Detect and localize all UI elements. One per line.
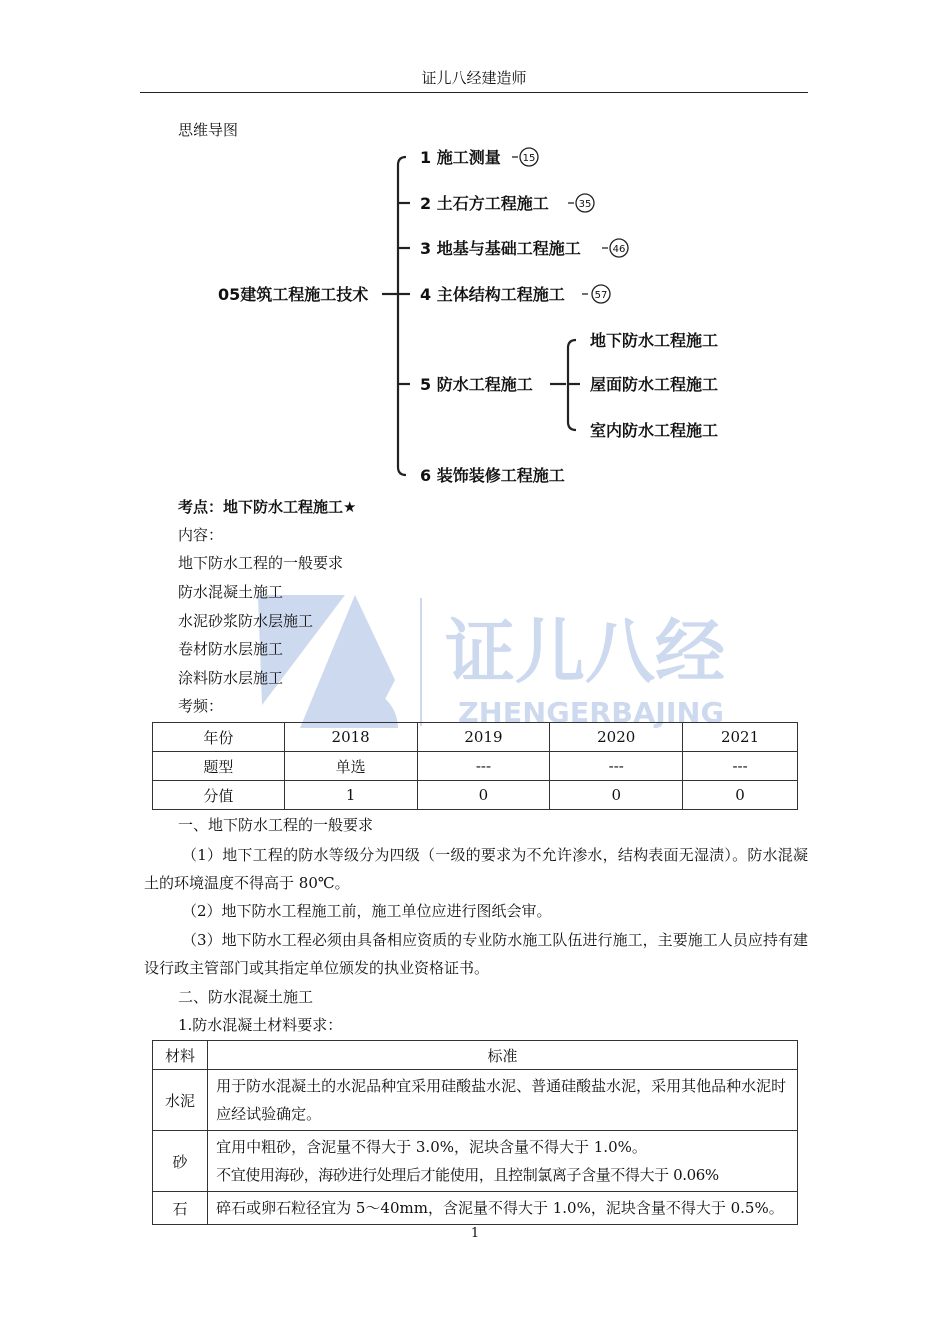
table-cell: 石 bbox=[153, 1192, 208, 1225]
mindmap-sub-2: 屋面防水工程施工 bbox=[590, 375, 719, 394]
watermark-brand-text: 证儿八经 bbox=[445, 611, 725, 693]
table-cell: 2020 bbox=[550, 723, 683, 752]
table-cell bbox=[208, 1131, 798, 1192]
table-cell: 0 bbox=[417, 781, 550, 810]
content-item-5: 涂料防水层施工 bbox=[178, 669, 284, 687]
table-cell: 水泥 bbox=[153, 1070, 208, 1131]
table-cell: 0 bbox=[550, 781, 683, 810]
page-ref-46: 46 bbox=[612, 244, 626, 255]
section-1-paragraph-1: （1）地下工程的防水等级分为四级（一级的要求为不允许渗水，结构表面无湿渍）。防水混凝土的环境温度不得高于 80℃。 bbox=[144, 846, 808, 892]
mindmap-branch-5: 5 防水工程施工 bbox=[420, 375, 533, 394]
table-row bbox=[153, 752, 798, 781]
table-cell: 1 bbox=[284, 781, 417, 810]
table-cell: 标准 bbox=[208, 1041, 798, 1070]
mindmap-sub-3: 室内防水工程施工 bbox=[590, 421, 719, 440]
content-item-3: 水泥砂浆防水层施工 bbox=[178, 612, 314, 630]
content-item-1: 地下防水工程的一般要求 bbox=[178, 554, 344, 572]
table-cell: 题型 bbox=[153, 752, 285, 781]
page-header: 证儿八经建造师 bbox=[140, 64, 808, 93]
table-row bbox=[153, 1192, 798, 1225]
table-cell: --- bbox=[683, 752, 798, 781]
table-row bbox=[153, 1070, 798, 1131]
mindmap-branch-6: 6 装饰装修工程施工 bbox=[420, 466, 565, 485]
page-ref-57: 57 bbox=[594, 290, 608, 301]
table-cell: 材料 bbox=[153, 1041, 208, 1070]
table-cell: 砂 bbox=[153, 1131, 208, 1192]
table-cell: --- bbox=[417, 752, 550, 781]
table-cell: 2021 bbox=[683, 723, 798, 752]
mindmap-branch-2: 2 土石方工程施工 bbox=[420, 194, 549, 213]
page-number: 1 bbox=[470, 1226, 480, 1241]
table-cell bbox=[208, 1070, 798, 1131]
table-row bbox=[153, 1041, 798, 1070]
table-cell: 2019 bbox=[417, 723, 550, 752]
table-row bbox=[153, 723, 798, 752]
table-cell: 单选 bbox=[284, 752, 417, 781]
table-cell-line: 用于防水混凝土的水泥品种宜采用硅酸盐水泥、普通硅酸盐水泥，采用其他品种水泥时应经试验确定。 bbox=[216, 1077, 787, 1123]
topic-title: 考点：地下防水工程施工★ bbox=[178, 498, 357, 516]
table-cell: 年份 bbox=[153, 723, 285, 752]
content-item-2: 防水混凝土施工 bbox=[178, 583, 284, 601]
table-row bbox=[153, 781, 798, 810]
mindmap-branch-1: 1 施工测量 bbox=[420, 148, 501, 167]
page-ref-35: 35 bbox=[578, 199, 592, 210]
freq-label: 考频： bbox=[178, 697, 224, 715]
table-cell-line: 碎石或卵石粒径宜为 5～40mm，含泥量不得大于 1.0%，泥块含量不得大于 0.5%。 bbox=[216, 1199, 784, 1217]
section-1-paragraph-2: （2）地下防水工程施工前，施工单位应进行图纸会审。 bbox=[182, 902, 552, 920]
table-cell: 2018 bbox=[284, 723, 417, 752]
table-cell bbox=[208, 1192, 798, 1225]
table-cell: 0 bbox=[683, 781, 798, 810]
mindmap-branch-4: 4 主体结构工程施工 bbox=[420, 285, 565, 304]
table-cell: --- bbox=[550, 752, 683, 781]
material-table bbox=[152, 1040, 798, 1225]
content-item-4: 卷材防水层施工 bbox=[178, 640, 284, 658]
mindmap-sub-1: 地下防水工程施工 bbox=[590, 331, 719, 350]
mindmap-root: 05建筑工程施工技术 bbox=[218, 285, 369, 304]
watermark-latin-text: ZHENGERBAJING bbox=[458, 696, 724, 729]
mindmap-heading: 思维导图 bbox=[178, 121, 239, 139]
table-row bbox=[153, 1131, 798, 1192]
section-1-heading: 一、地下防水工程的一般要求 bbox=[178, 816, 374, 834]
section-1-paragraph-3: （3）地下防水工程必须由具备相应资质的专业防水施工队伍进行施工，主要施工人员应持有建设行政主管部门或其指定单位颁发的执业资格证书。 bbox=[144, 931, 808, 977]
table-cell-line: 宜用中粗砂，含泥量不得大于 3.0%，泥块含量不得大于 1.0%。 bbox=[216, 1138, 647, 1156]
table-cell: 分值 bbox=[153, 781, 285, 810]
section-2-subheading: 1.防水混凝土材料要求： bbox=[178, 1016, 343, 1034]
content-label: 内容： bbox=[178, 526, 224, 544]
table-cell-line: 不宜使用海砂，海砂进行处理后才能使用，且控制氯离子含量不得大于 0.06% bbox=[216, 1166, 719, 1184]
frequency-table bbox=[152, 722, 798, 810]
mindmap-branch-3: 3 地基与基础工程施工 bbox=[420, 239, 581, 258]
mindmap-trunk bbox=[398, 157, 406, 475]
section-2-heading: 二、防水混凝土施工 bbox=[178, 988, 314, 1006]
page-ref-15: 15 bbox=[522, 153, 536, 164]
